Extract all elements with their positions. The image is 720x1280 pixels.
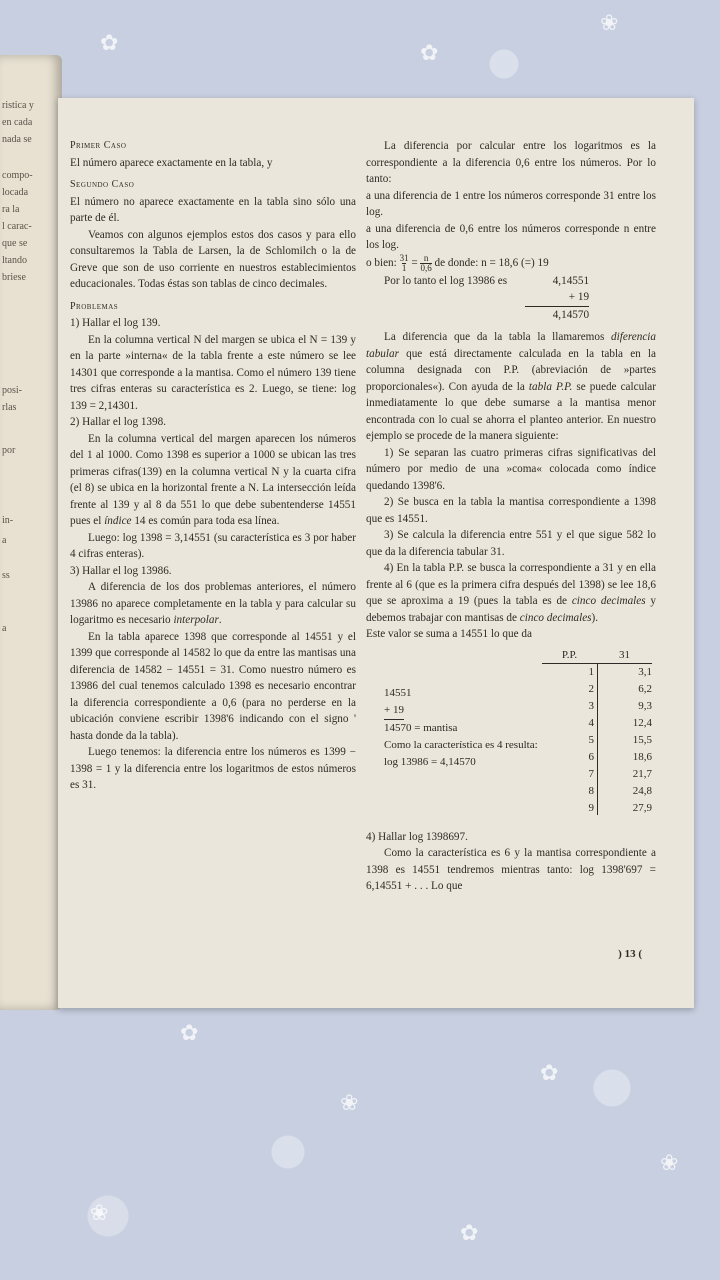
sum-result: 4,14570 bbox=[552, 308, 590, 321]
left-page-text: ltando bbox=[2, 255, 27, 266]
text-run: o bien: bbox=[366, 256, 400, 269]
left-page-text: ra la bbox=[2, 204, 20, 215]
text-run: y debemos trabajar con mantisas de bbox=[366, 595, 656, 624]
italic-text: índice bbox=[104, 515, 132, 527]
pp-cell: 3,1 bbox=[638, 666, 652, 678]
primer-caso-heading: Primer Caso bbox=[70, 140, 127, 151]
text-run: La diferencia que da la tabla la llamaremos bbox=[384, 331, 612, 343]
pp-cell: 9 bbox=[588, 802, 594, 814]
problem-3-text bbox=[70, 579, 356, 629]
left-page-text: rlas bbox=[2, 402, 17, 413]
pp-table-area bbox=[366, 647, 656, 829]
segundo-caso-heading: Segundo Caso bbox=[70, 179, 135, 190]
italic-text: cinco decimales bbox=[571, 595, 646, 607]
left-page-text: ss bbox=[2, 570, 10, 581]
step-4 bbox=[366, 560, 656, 626]
calc-line: 14551 bbox=[384, 686, 412, 699]
problem-2-text bbox=[70, 431, 356, 530]
text-run: de donde: n = 18,6 (=) 19 bbox=[431, 256, 549, 269]
left-page-text: compo- bbox=[2, 170, 33, 181]
pp-cell: 3 bbox=[588, 700, 594, 712]
book-page bbox=[58, 98, 694, 1008]
problemas-heading: Problemas bbox=[70, 300, 119, 312]
text-run: A diferencia de los dos problemas anteriores, el número 13986 no aparece completamente en la tabla y para calcular su logaritmo es necesario bbox=[70, 581, 356, 626]
problem-2-title: 2) Hallar el log 1398. bbox=[70, 416, 167, 428]
text-run: = bbox=[408, 256, 421, 269]
left-page-text: locada bbox=[2, 187, 29, 198]
left-page-text: por bbox=[2, 445, 16, 456]
pp-table bbox=[542, 647, 652, 818]
text-run: se puede calcular inmediatamente lo que debe sumarse a la mantisa menor encontrada con lo cual se ahorra el planteo anterior. En nuestro ejemplo se procede de la manera siguiente: bbox=[366, 380, 656, 442]
problem-3-text-3: Luego tenemos: la diferencia entre los números es 1399 − 1398 = 1 y la diferencia entre los logaritmos de estos números es 31. bbox=[70, 746, 356, 791]
left-page-text: a bbox=[2, 535, 7, 546]
denominator: 0,6 bbox=[420, 262, 432, 273]
fraction bbox=[400, 254, 409, 273]
pp-header-cell: P.P. bbox=[561, 648, 578, 661]
pp-cell: 27,9 bbox=[632, 802, 652, 814]
text-run: 14 es común para toda esa línea. bbox=[131, 515, 280, 527]
problem-3-title: 3) Hallar el log 13986. bbox=[70, 564, 172, 577]
segundo-caso-text: El número no aparece exactamente en la tabla sino sólo una parte de él. bbox=[70, 195, 356, 224]
problem-1-text: En la columna vertical N del margen se ubica el N = 139 y en la parte »interna« de la tabla frente a este número se lee 14301 que corresponde a la mantisa. Como el número 139 tiene tres cifras enteras su característica es 2. Luego, se tiene: log 139 = 2,14301. bbox=[70, 333, 356, 412]
flower-embroidery: ❀ bbox=[660, 1150, 679, 1175]
right-paragraph-1: La diferencia por calcular entre los logaritmos es la correspondiente a la diferencia 0,6 entre los números. Por lo tanto: bbox=[366, 140, 656, 185]
sum-label: Por lo tanto el log 13986 es bbox=[384, 274, 508, 287]
flower-embroidery: ✿ bbox=[540, 1060, 559, 1085]
left-page-text: briese bbox=[2, 272, 26, 283]
pp-cell: 8 bbox=[588, 785, 594, 797]
pp-header-cell: 31 bbox=[619, 648, 630, 661]
proportion-equation bbox=[366, 254, 656, 273]
pp-table-divider bbox=[597, 663, 598, 815]
pp-cell: 12,4 bbox=[632, 717, 652, 729]
difference-line-2: a una diferencia de 0,6 entre los números corresponde n entre los log. bbox=[366, 222, 656, 251]
numerator: 31 bbox=[399, 252, 409, 263]
text-run: . bbox=[218, 614, 222, 626]
step-3: 3) Se calcula la diferencia entre 551 y el que sigue 582 lo que da la diferencia tabular 31. bbox=[366, 529, 656, 558]
pp-cell: 7 bbox=[588, 768, 594, 780]
pp-cell: 5 bbox=[588, 734, 594, 746]
intro-paragraph: Veamos con algunos ejemplos estos dos casos y para ello consultaremos la Tabla de Larsen, la de Schlomilch o la de Greve que son de uso corriente en nuestros establecimientos educacionales. Todas éstas son tablas de cinco decimales. bbox=[70, 228, 356, 290]
pp-table-header bbox=[542, 647, 652, 665]
italic-text: cinco decimales bbox=[519, 611, 592, 624]
problem-4-title: 4) Hallar log 1398697. bbox=[366, 830, 468, 843]
sum-block bbox=[384, 273, 656, 324]
left-page-text: a bbox=[2, 623, 7, 634]
calc-line: log 13986 = 4,14570 bbox=[384, 755, 476, 768]
pp-cell: 9,3 bbox=[638, 700, 652, 712]
calc-line: 14570 = mantisa bbox=[384, 721, 458, 734]
pp-cell: 4 bbox=[588, 717, 594, 729]
pp-cell: 6,2 bbox=[638, 683, 652, 695]
sum-value-1: 4,14551 bbox=[552, 274, 590, 287]
left-page-text: nada se bbox=[2, 134, 32, 145]
flower-embroidery: ✿ bbox=[180, 1020, 199, 1045]
pp-cell: 18,6 bbox=[632, 751, 652, 763]
step-5: Este valor se suma a 14551 lo que da bbox=[366, 628, 532, 640]
text-run: ). bbox=[591, 611, 599, 624]
pp-cell: 24,8 bbox=[632, 785, 652, 797]
sum-values bbox=[525, 273, 589, 324]
flower-embroidery: ✿ bbox=[460, 1220, 479, 1245]
left-page-text: en cada bbox=[2, 117, 33, 128]
primer-caso-text: El número aparece exactamente en la tabla, y bbox=[70, 156, 273, 169]
tabular-difference-paragraph bbox=[366, 329, 656, 445]
problem-1-title: 1) Hallar el log 139. bbox=[70, 317, 161, 329]
calc-line: Como la característica es 4 resulta: bbox=[384, 738, 538, 751]
left-page-edge bbox=[0, 55, 62, 1010]
left-column bbox=[70, 138, 356, 794]
left-page-text: l carac- bbox=[2, 221, 32, 232]
numerator: n bbox=[423, 252, 429, 263]
italic-text: tabla P.P. bbox=[528, 380, 573, 393]
problem-2-result: Luego: log 1398 = 3,14551 (su característica es 3 por haber 4 cifras enteras). bbox=[70, 531, 356, 560]
text-run: que está directamente calculada en la tabla en la columna designada con P.P. (abreviación de »partes proporcionales«). Con ayuda de la bbox=[366, 347, 656, 393]
problem-4-text: Como la característica es 6 y la mantisa correspondiente a 1398 es 14551 tendremos mientras tanto: log 1398'697 = 6,14551 + . . . Lo que bbox=[366, 847, 656, 892]
left-page-text: que se bbox=[2, 238, 28, 249]
right-column bbox=[366, 138, 656, 895]
text-run: 4) En la tabla P.P. se busca la correspondiente a 31 y en ella frente al 6 (que es la primera cifra después del 1398) se lee 18,6 que se aproxima a 19 (pues la tabla es de bbox=[366, 562, 656, 607]
italic-text: interpolar bbox=[173, 614, 219, 626]
fraction bbox=[420, 254, 431, 273]
flower-embroidery: ❀ bbox=[90, 1200, 109, 1225]
calc-line: + 19 bbox=[384, 702, 404, 720]
difference-line-1: a una diferencia de 1 entre los números corresponde 31 entre los log. bbox=[366, 189, 656, 218]
italic-text: diferencia tabular bbox=[366, 331, 656, 360]
problem-3-text-2: En la tabla aparece 1398 que corresponde al 14551 y el 1399 que corresponde al 14582 lo que da entre las mantisas una diferencia de 14582 − 14551 = 31. Como nuestro número es 13986 del cual tenemos calculado 1398 es necesario encontrar la diferencia correspondiente a 0,6 (para no perderse en la ubicación conviene escribir 1398'6 indicando con el signo ' hasta donde da la tabla). bbox=[70, 630, 356, 742]
left-page-text: ristica y bbox=[2, 100, 34, 111]
left-page-text: posi- bbox=[2, 385, 22, 396]
pp-cell: 15,5 bbox=[632, 734, 652, 746]
step-2: 2) Se busca en la tabla la mantisa correspondiente a 1398 que es 14551. bbox=[366, 496, 656, 525]
step-1: 1) Se separan las cuatro primeras cifras significativas del número por medio de una »coma« colocada como índice quedando 1398'6. bbox=[366, 446, 656, 492]
text-run: En la columna vertical del margen aparecen los números del 1 al 1000. Como 1398 es superior a 1000 se ubican las tres primeras cifras(139) en la columna vertical N y la cuarta cifra (el 8) se ubica en la horizontal frente a N. La intersección leída frente al 139 y al 8 da 551 lo que debe subentenderse 14551 pues el bbox=[70, 432, 356, 527]
pp-cell: 21,7 bbox=[632, 768, 652, 780]
sum-value-2: + 19 bbox=[525, 289, 589, 307]
pp-cell: 1 bbox=[588, 666, 594, 678]
flower-embroidery: ✿ bbox=[420, 40, 439, 65]
flower-embroidery: ❀ bbox=[600, 10, 619, 35]
page-number: ) 13 ( bbox=[618, 948, 642, 960]
left-page-text: in- bbox=[2, 515, 14, 526]
mantissa-calculation bbox=[384, 685, 538, 771]
pp-cell: 2 bbox=[588, 683, 594, 695]
denominator: 1 bbox=[401, 262, 407, 273]
pp-cell: 6 bbox=[588, 751, 594, 763]
flower-embroidery: ✿ bbox=[100, 30, 119, 55]
flower-embroidery: ❀ bbox=[340, 1090, 359, 1115]
